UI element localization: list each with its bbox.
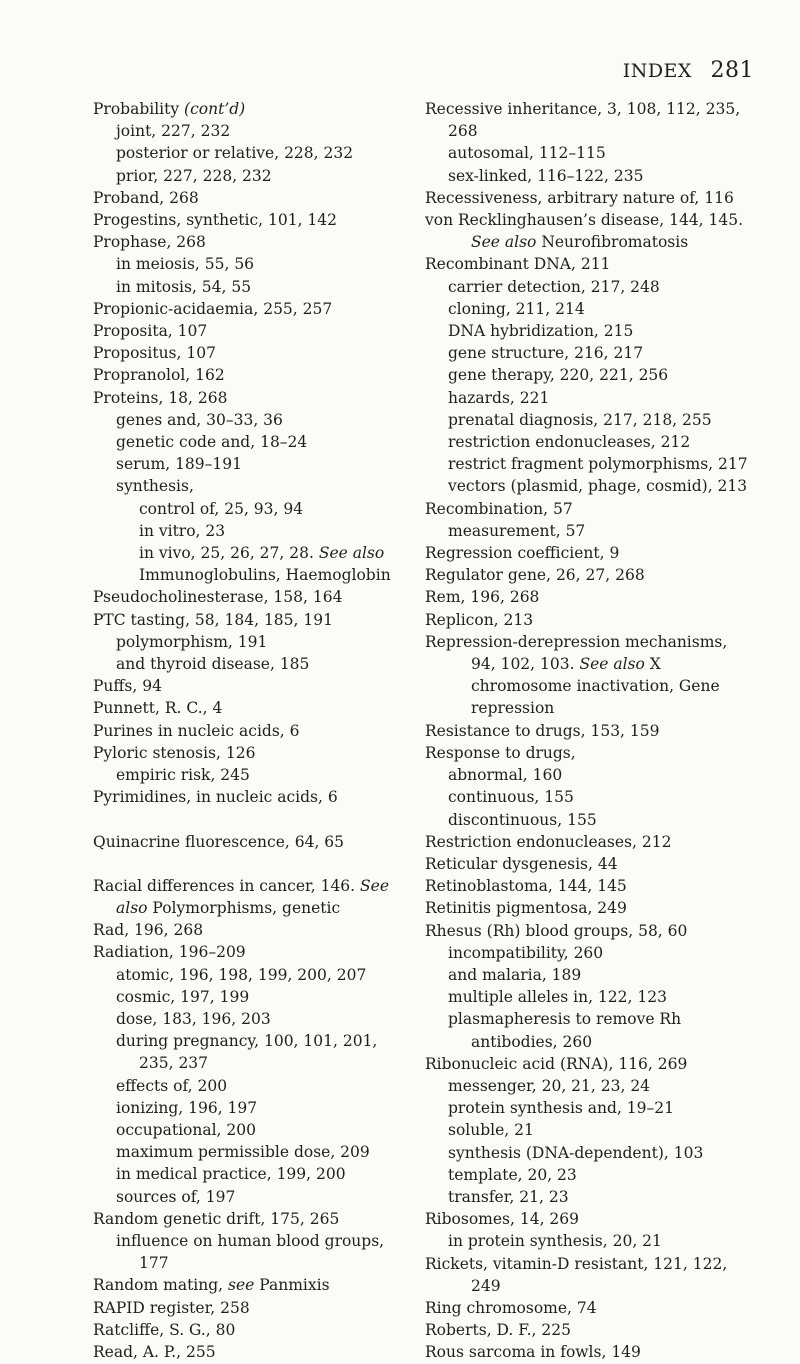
index-subentry <box>93 1008 428 1030</box>
index-subentry <box>425 431 770 453</box>
index-text: discontinuous, 155 <box>448 810 597 829</box>
index-subentry <box>425 231 770 253</box>
index-entry <box>93 320 428 342</box>
index-text: Progestins, synthetic, 101, 142 <box>93 211 338 230</box>
index-entry <box>425 920 770 942</box>
index-subentry <box>93 1163 428 1185</box>
index-entry <box>93 786 428 808</box>
index-text: Retinoblastoma, 144, 145 <box>425 877 627 896</box>
index-text: Neurofibromatosis <box>536 233 689 252</box>
index-text: Random genetic drift, 175, 265 <box>93 1209 340 1228</box>
index-entry <box>425 564 770 586</box>
index-entry <box>425 542 770 564</box>
index-text: Reticular dysgenesis, 44 <box>425 854 618 873</box>
index-subentry <box>425 120 770 142</box>
index-subentry <box>425 1164 770 1186</box>
index-text: Pyrimidines, in nucleic acids, 6 <box>93 788 338 807</box>
index-entry <box>425 1053 770 1075</box>
index-text: control of, 25, 93, 94 <box>139 499 304 518</box>
index-subentry <box>425 1119 770 1141</box>
index-subentry <box>93 764 428 786</box>
index-entry <box>93 831 428 853</box>
index-column-right <box>425 98 770 1364</box>
index-text: Rad, 196, 268 <box>93 921 204 940</box>
index-entry <box>93 1341 428 1363</box>
index-text: Repression-derepression mechanisms, <box>425 632 728 651</box>
index-subentry <box>93 964 428 986</box>
index-text: Rem, 196, 268 <box>425 588 540 607</box>
index-column-left <box>93 98 428 1363</box>
index-text: Proband, 268 <box>93 188 199 207</box>
index-subentry <box>93 1141 428 1163</box>
index-entry <box>93 342 428 364</box>
index-text: in medical practice, 199, 200 <box>116 1165 346 1184</box>
index-entry <box>93 875 428 897</box>
header-title: INDEX <box>622 60 692 82</box>
index-entry <box>93 919 428 941</box>
index-entry <box>425 1319 770 1341</box>
index-subentry <box>425 165 770 187</box>
index-subentry <box>93 431 428 453</box>
index-subentry <box>93 475 428 497</box>
index-text: serum, 189–191 <box>116 455 242 474</box>
index-subentry <box>425 964 770 986</box>
index-text: X <box>644 655 661 674</box>
index-text: Purines in nucleic acids, 6 <box>93 721 300 740</box>
index-subentry <box>425 409 770 431</box>
index-subentry <box>425 1075 770 1097</box>
index-entry <box>93 586 428 608</box>
index-text: Regression coefficient, 9 <box>425 544 620 563</box>
index-entry <box>425 609 770 631</box>
index-text: RAPID register, 258 <box>93 1298 250 1317</box>
index-entry <box>93 1319 428 1341</box>
index-text: sources of, 197 <box>116 1187 236 1206</box>
index-text: and malaria, 189 <box>448 965 582 984</box>
index-text: gene structure, 216, 217 <box>448 344 644 363</box>
index-subentry <box>93 1230 428 1252</box>
index-entry <box>425 831 770 853</box>
index-text: Rous sarcoma in fowls, 149 <box>425 1343 641 1362</box>
index-entry <box>93 298 428 320</box>
index-subentry <box>93 1097 428 1119</box>
index-text: Punnett, R. C., 4 <box>93 699 223 718</box>
index-entry <box>93 609 428 631</box>
index-entry <box>425 209 770 231</box>
index-subentry <box>425 1097 770 1119</box>
index-subentry <box>425 453 770 475</box>
index-text: synthesis (DNA-dependent), 103 <box>448 1143 704 1162</box>
index-subentry <box>93 1075 428 1097</box>
index-text: Response to drugs, <box>425 743 576 762</box>
index-entry <box>425 1341 770 1363</box>
index-cross-reference: See also <box>318 544 385 563</box>
index-text: 249 <box>471 1276 501 1295</box>
index-entry <box>425 1208 770 1230</box>
index-subentry <box>93 409 428 431</box>
index-text: Rhesus (Rh) blood groups, 58, 60 <box>425 921 688 940</box>
index-subentry <box>425 475 770 497</box>
running-header <box>623 58 754 83</box>
index-text: Restriction endonucleases, 212 <box>425 832 672 851</box>
index-subentry <box>93 1052 428 1074</box>
index-subentry <box>425 809 770 831</box>
index-text: Polymorphisms, genetic <box>147 898 341 917</box>
index-text: vectors (plasmid, phage, cosmid), 213 <box>448 477 748 496</box>
index-text: Random mating, <box>93 1276 229 1295</box>
index-entry <box>93 1208 428 1230</box>
index-text: maximum permissible dose, 209 <box>116 1143 370 1162</box>
index-text: Regulator gene, 26, 27, 268 <box>425 566 645 585</box>
index-subentry <box>93 498 428 520</box>
index-text: repression <box>471 699 555 718</box>
index-entry <box>93 1274 428 1296</box>
index-text: chromosome inactivation, Gene <box>471 677 720 696</box>
index-cross-reference: See <box>360 876 389 895</box>
index-entry <box>425 631 770 653</box>
index-subentry <box>93 631 428 653</box>
index-text: transfer, 21, 23 <box>448 1187 569 1206</box>
index-text: in protein synthesis, 20, 21 <box>448 1232 662 1251</box>
index-text: prenatal diagnosis, 217, 218, 255 <box>448 410 712 429</box>
index-entry <box>425 1253 770 1275</box>
index-entry <box>93 720 428 742</box>
index-subentry <box>425 364 770 386</box>
index-entry <box>93 387 428 409</box>
index-subentry <box>425 142 770 164</box>
index-subentry <box>425 520 770 542</box>
index-cross-reference: See also <box>579 655 645 674</box>
index-subentry <box>425 764 770 786</box>
index-cross-reference: see <box>228 1276 255 1295</box>
index-subentry <box>425 276 770 298</box>
index-text: continuous, 155 <box>448 788 574 807</box>
index-subentry <box>93 453 428 475</box>
index-entry <box>425 853 770 875</box>
index-text: PTC tasting, 58, 184, 185, 191 <box>93 610 333 629</box>
index-text: restrict fragment polymorphisms, 217 <box>448 455 748 474</box>
index-text: polymorphism, 191 <box>116 632 268 651</box>
index-subentry <box>93 120 428 142</box>
index-gap <box>93 809 428 831</box>
index-subentry <box>93 520 428 542</box>
index-text: Puffs, 94 <box>93 677 162 696</box>
index-subentry <box>425 1275 770 1297</box>
index-subentry <box>425 1230 770 1252</box>
index-text: Immunoglobulins, Haemoglobin <box>139 566 391 585</box>
index-cross-reference: (cont’d) <box>184 100 246 118</box>
index-text: ionizing, 196, 197 <box>116 1098 258 1117</box>
index-text: Radiation, 196–209 <box>93 943 246 962</box>
index-text: Racial differences in cancer, 146. <box>93 876 361 895</box>
index-subentry <box>425 1031 770 1053</box>
index-entry <box>425 1297 770 1319</box>
index-text: in mitosis, 54, 55 <box>116 277 252 296</box>
index-text: prior, 227, 228, 232 <box>116 166 272 185</box>
index-text: hazards, 221 <box>448 388 550 407</box>
index-subentry <box>93 653 428 675</box>
index-subentry <box>93 1186 428 1208</box>
index-gap <box>93 853 428 875</box>
index-subentry <box>425 942 770 964</box>
index-entry <box>93 364 428 386</box>
index-subentry <box>93 1119 428 1141</box>
index-text: sex-linked, 116–122, 235 <box>448 166 644 185</box>
index-entry <box>93 1297 428 1319</box>
index-text: Roberts, D. F., 225 <box>425 1321 571 1340</box>
index-text: von Recklinghausen’s disease, 144, 145. <box>425 211 744 230</box>
index-entry <box>93 742 428 764</box>
index-text: Proposita, 107 <box>93 322 208 341</box>
index-text: autosomal, 112–115 <box>448 144 606 163</box>
index-subentry <box>93 897 428 919</box>
index-subentry <box>93 1030 428 1052</box>
index-text: Read, A. P., 255 <box>93 1342 216 1361</box>
index-subentry <box>93 542 428 564</box>
index-text: gene therapy, 220, 221, 256 <box>448 366 669 385</box>
index-entry <box>93 675 428 697</box>
index-text: genes and, 30–33, 36 <box>116 410 283 429</box>
index-text: Recombination, 57 <box>425 499 573 518</box>
index-text: Replicon, 213 <box>425 610 534 629</box>
index-text: in meiosis, 55, 56 <box>116 255 255 274</box>
index-text: Retinitis pigmentosa, 249 <box>425 899 627 918</box>
index-subentry <box>425 1008 770 1030</box>
index-entry <box>425 253 770 275</box>
index-text: atomic, 196, 198, 199, 200, 207 <box>116 965 367 984</box>
index-subentry <box>93 253 428 275</box>
index-text: Quinacrine fluorescence, 64, 65 <box>93 832 345 851</box>
index-text: Propranolol, 162 <box>93 366 225 385</box>
index-entry <box>93 209 428 231</box>
index-text: protein synthesis and, 19–21 <box>448 1099 674 1118</box>
index-text: restriction endonucleases, 212 <box>448 433 691 452</box>
index-text: occupational, 200 <box>116 1120 256 1139</box>
index-entry <box>93 187 428 209</box>
index-entry <box>425 720 770 742</box>
index-text: multiple alleles in, 122, 123 <box>448 988 667 1007</box>
index-text: incompatibility, 260 <box>448 943 604 962</box>
index-entry <box>425 875 770 897</box>
index-text: 268 <box>448 122 478 141</box>
index-text: effects of, 200 <box>116 1076 228 1095</box>
index-text: Ring chromosome, 74 <box>425 1298 597 1317</box>
index-text: genetic code and, 18–24 <box>116 433 308 452</box>
index-text: influence on human blood groups, <box>116 1231 385 1250</box>
index-text: carrier detection, 217, 248 <box>448 277 660 296</box>
index-entry <box>93 941 428 963</box>
index-text: in vivo, 25, 26, 27, 28. <box>139 544 319 563</box>
index-text: Ratcliffe, S. G., 80 <box>93 1320 236 1339</box>
index-subentry <box>425 1186 770 1208</box>
index-text: Resistance to drugs, 153, 159 <box>425 721 660 740</box>
index-text: dose, 183, 196, 203 <box>116 1009 271 1028</box>
index-text: empiric risk, 245 <box>116 766 250 785</box>
index-subentry <box>425 342 770 364</box>
index-text: messenger, 20, 21, 23, 24 <box>448 1076 651 1095</box>
index-cross-reference: See also <box>471 233 537 252</box>
index-text: Proteins, 18, 268 <box>93 388 228 407</box>
index-text: cosmic, 197, 199 <box>116 987 250 1006</box>
index-text: joint, 227, 232 <box>116 122 231 141</box>
index-text: Prophase, 268 <box>93 233 206 252</box>
index-text: Recombinant DNA, 211 <box>425 255 611 274</box>
index-text: Panmixis <box>254 1276 330 1295</box>
index-subentry <box>93 564 428 586</box>
index-subentry <box>425 986 770 1008</box>
index-entry <box>425 498 770 520</box>
index-text: Recessive inheritance, 3, 108, 112, 235, <box>425 100 741 118</box>
index-cross-reference: also <box>116 898 148 917</box>
index-entry <box>93 697 428 719</box>
index-entry <box>425 897 770 919</box>
index-text: measurement, 57 <box>448 521 586 540</box>
index-text: Probability <box>93 100 185 118</box>
index-text: Recessiveness, arbitrary nature of, 116 <box>425 188 734 207</box>
index-subentry <box>425 387 770 409</box>
index-subentry <box>425 653 770 675</box>
index-subentry <box>425 320 770 342</box>
index-text: Pyloric stenosis, 126 <box>93 743 256 762</box>
index-text: antibodies, 260 <box>471 1032 593 1051</box>
index-text: cloning, 211, 214 <box>448 299 585 318</box>
page-number: 281 <box>710 58 754 83</box>
index-text: 235, 237 <box>139 1054 209 1073</box>
index-text: Pseudocholinesterase, 158, 164 <box>93 588 343 607</box>
index-text: Propositus, 107 <box>93 344 216 363</box>
index-text: Ribonucleic acid (RNA), 116, 269 <box>425 1054 688 1073</box>
index-text: during pregnancy, 100, 101, 201, <box>116 1032 378 1051</box>
index-subentry <box>425 786 770 808</box>
index-text: abnormal, 160 <box>448 766 563 785</box>
index-text: in vitro, 23 <box>139 521 226 540</box>
index-subentry <box>425 1142 770 1164</box>
index-text: DNA hybridization, 215 <box>448 322 634 341</box>
index-subentry <box>425 675 770 697</box>
index-text: Propionic-acidaemia, 255, 257 <box>93 299 333 318</box>
index-entry <box>425 187 770 209</box>
index-entry <box>93 98 428 120</box>
index-text: 94, 102, 103. <box>471 655 580 674</box>
index-subentry <box>425 298 770 320</box>
index-subentry <box>93 986 428 1008</box>
index-subentry <box>93 1252 428 1274</box>
index-subentry <box>93 165 428 187</box>
index-text: Rickets, vitamin-D resistant, 121, 122, <box>425 1254 728 1273</box>
index-text: soluble, 21 <box>448 1121 534 1140</box>
index-subentry <box>425 697 770 719</box>
index-entry <box>425 98 770 120</box>
index-subentry <box>93 276 428 298</box>
index-text: and thyroid disease, 185 <box>116 655 310 674</box>
index-subentry <box>93 142 428 164</box>
index-entry <box>93 231 428 253</box>
index-text: 177 <box>139 1254 169 1273</box>
index-text: plasmapheresis to remove Rh <box>448 1010 682 1029</box>
index-text: synthesis, <box>116 477 194 496</box>
index-text: posterior or relative, 228, 232 <box>116 144 354 163</box>
index-entry <box>425 742 770 764</box>
index-text: template, 20, 23 <box>448 1165 577 1184</box>
index-text: Ribosomes, 14, 269 <box>425 1210 580 1229</box>
index-entry <box>425 586 770 608</box>
